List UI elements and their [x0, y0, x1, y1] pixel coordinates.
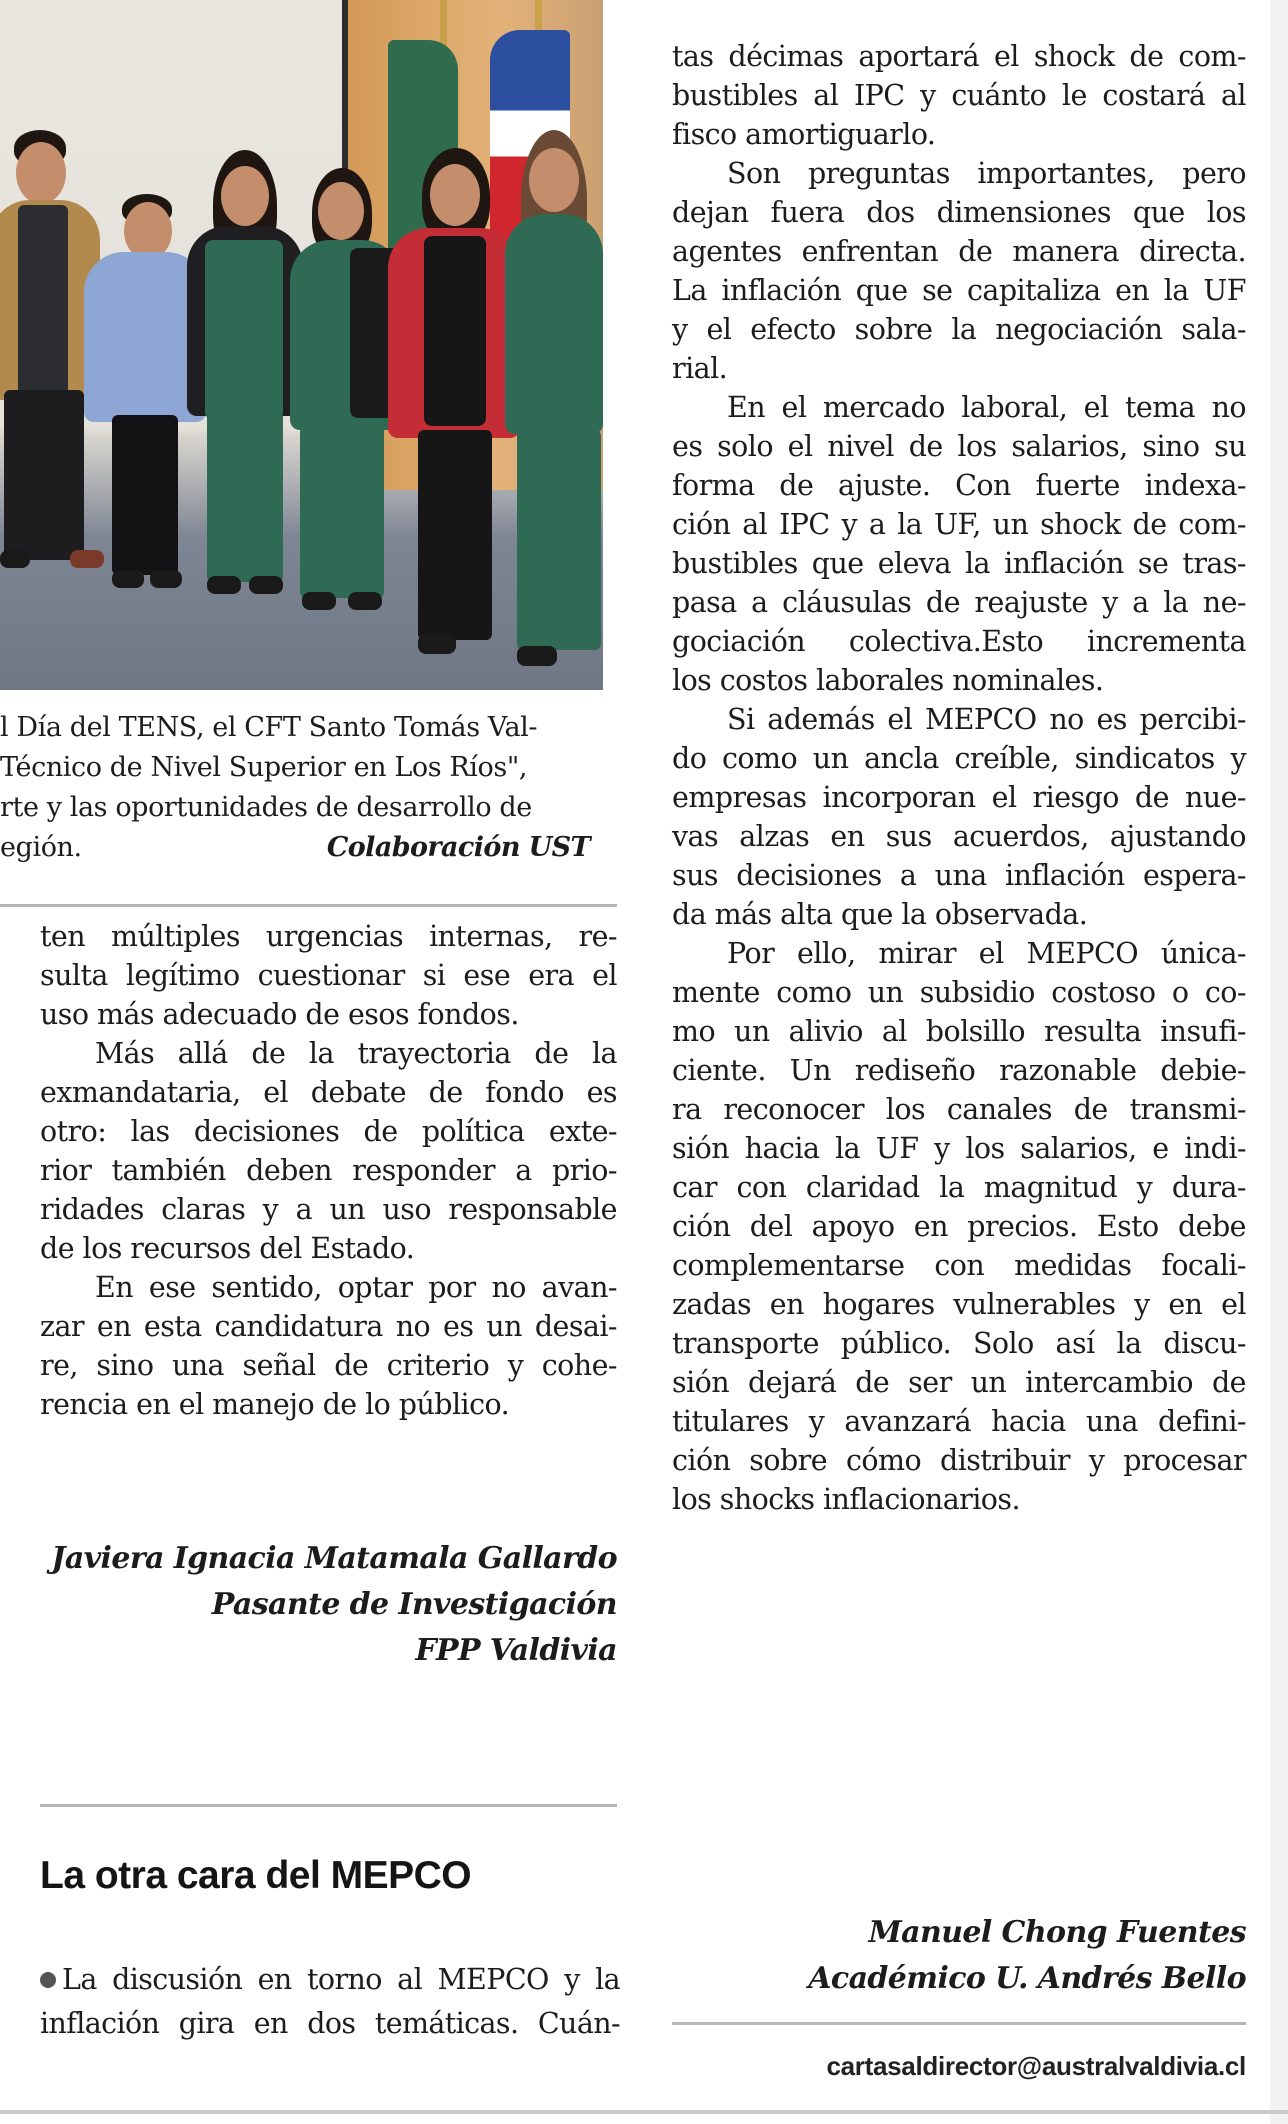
- text-line: ten múltiples urgencias internas, re-: [40, 920, 617, 953]
- editor-email-link[interactable]: cartasaldirector@australvaldivia.cl: [826, 2051, 1246, 2081]
- text-line: otro: las decisiones de política exte-: [40, 1115, 617, 1148]
- text-line: En el mercado laboral, el tema no: [727, 391, 1246, 424]
- text-line: ridades claras y a un uso responsable: [40, 1193, 617, 1226]
- text-line: do como un ancla creíble, sindicatos y: [672, 742, 1246, 775]
- signature-title: Académico U. Andrés Bello: [808, 1961, 1246, 1996]
- text-line: Son preguntas importantes, pero: [727, 157, 1246, 190]
- caption-line: [0, 828, 596, 868]
- text-line: titulares y avanzará hacia una defini-: [672, 1405, 1246, 1438]
- text-line: bustibles que eleva la inflación se tras-: [672, 547, 1246, 580]
- text-line: fisco amortiguarlo.: [672, 118, 936, 151]
- signature-affiliation: FPP Valdivia: [415, 1633, 617, 1668]
- text-line: de los recursos del Estado.: [40, 1232, 415, 1265]
- text-line: ción del apoyo en precios. Esto debe: [672, 1210, 1246, 1243]
- text-line: car con claridad la magnitud y dura-: [672, 1171, 1246, 1204]
- text-line: y el efecto sobre la negociación sala-: [672, 313, 1246, 346]
- text-line: zadas en hogares vulnerables y en el: [672, 1288, 1246, 1321]
- signature-title: Pasante de Investigación: [211, 1587, 617, 1622]
- text-line: rencia en el manejo de lo público.: [40, 1388, 510, 1421]
- signature-name: Manuel Chong Fuentes: [868, 1915, 1246, 1950]
- text-line: [40, 1958, 620, 2002]
- text-line: mente como un subsidio costoso o co-: [672, 976, 1246, 1009]
- person: [185, 150, 305, 600]
- photo-caption: [0, 708, 596, 868]
- section-rule: [40, 1804, 617, 1807]
- footer-rule: [672, 2022, 1246, 2025]
- text-line: Si además el MEPCO no es percibi-: [727, 703, 1246, 736]
- text-line: gociación colectiva.Esto incrementa: [672, 625, 1246, 658]
- letter-signature: [672, 1910, 1246, 2002]
- text-line: sión hacia la UF y los salarios, e indi-: [672, 1132, 1246, 1165]
- text-line: complementarse con medidas focali-: [672, 1249, 1246, 1282]
- text-line: pasa a cláusulas de reajuste y a la ne-: [672, 586, 1246, 619]
- text-line: Más allá de la trayectoria de la: [95, 1037, 617, 1070]
- text-line: ciente. Un rediseño razonable debie-: [672, 1054, 1246, 1087]
- text-line: La inflación que se capitaliza en la UF: [672, 274, 1246, 307]
- letter-body: [40, 917, 617, 1424]
- text-line: ra reconocer los canales de transmi-: [672, 1093, 1246, 1126]
- text-line: los costos laborales nominales.: [672, 664, 1104, 697]
- caption-rule: [0, 904, 617, 907]
- text-line: inflación gira en dos temáticas. Cuán-: [40, 2007, 620, 2040]
- text-line: forma de ajuste. Con fuerte indexa-: [672, 469, 1246, 502]
- person: [505, 130, 603, 670]
- caption-line: l Día del TENS, el CFT Santo Tomás Val-: [0, 712, 538, 743]
- signature-name: Javiera Ignacia Matamala Gallardo: [51, 1541, 617, 1576]
- text-line: dejan fuera dos dimensiones que los: [672, 196, 1246, 229]
- text-line: exmandataria, el debate de fondo es: [40, 1076, 617, 1109]
- text-line: agentes enfrentan de manera directa.: [672, 235, 1246, 268]
- text-line: es solo el nivel de los salarios, sino su: [672, 430, 1246, 463]
- text-line: empresas incorporan el riesgo de nue-: [672, 781, 1246, 814]
- text-line: mo un alivio al bolsillo resulta insufi-: [672, 1015, 1246, 1048]
- caption-line: Técnico de Nivel Superior en Los Ríos",: [0, 752, 528, 783]
- text-line: los shocks inflacionarios.: [672, 1483, 1021, 1516]
- text-line: sus decisiones a una inflación espera-: [672, 859, 1246, 892]
- lead-text: La discusión en torno al MEPCO y la: [62, 1963, 620, 1996]
- text-line: sulta legítimo cuestionar si ese era el: [40, 959, 617, 992]
- letter-lead: [40, 1958, 620, 2046]
- text-line: vas alzas en sus acuerdos, ajustando: [672, 820, 1246, 853]
- text-line: uso más adecuado de esos fondos.: [40, 998, 519, 1031]
- page-margin: [1270, 0, 1288, 2124]
- text-line: ción sobre cómo distribuir y procesar: [672, 1444, 1246, 1477]
- text-line: da más alta que la observada.: [672, 898, 1088, 931]
- bullet-icon: [40, 1972, 56, 1988]
- text-line: bustibles al IPC y cuánto le costará al: [672, 79, 1246, 112]
- text-line: rial.: [672, 352, 728, 385]
- photo-credit: Colaboración UST: [326, 832, 590, 863]
- caption-line: rte y las oportunidades de desarrollo de: [0, 792, 532, 823]
- letter-signature: [40, 1536, 617, 1674]
- text-line: En ese sentido, optar por no avan-: [95, 1271, 617, 1304]
- group-photo: [0, 0, 603, 690]
- text-line: re, sino una señal de criterio y cohe-: [40, 1349, 617, 1382]
- text-line: rior también deben responder a prio-: [40, 1154, 617, 1187]
- caption-line-text: egión.: [0, 832, 82, 863]
- letter-headline: La otra cara del MEPCO: [40, 1854, 472, 1897]
- letter-body: [672, 38, 1246, 1520]
- page-bottom-border: [0, 2110, 1288, 2114]
- text-line: ción al IPC y a la UF, un shock de com-: [672, 508, 1246, 541]
- person: [388, 148, 523, 658]
- text-line: sión dejará de ser un intercambio de: [672, 1366, 1246, 1399]
- text-line: transporte público. Solo así la discu-: [672, 1327, 1246, 1360]
- text-line: zar en esta candidatura no es un desai-: [40, 1310, 617, 1343]
- text-line: tas décimas aportará el shock de com-: [672, 40, 1246, 73]
- text-line: Por ello, mirar el MEPCO única-: [727, 937, 1246, 970]
